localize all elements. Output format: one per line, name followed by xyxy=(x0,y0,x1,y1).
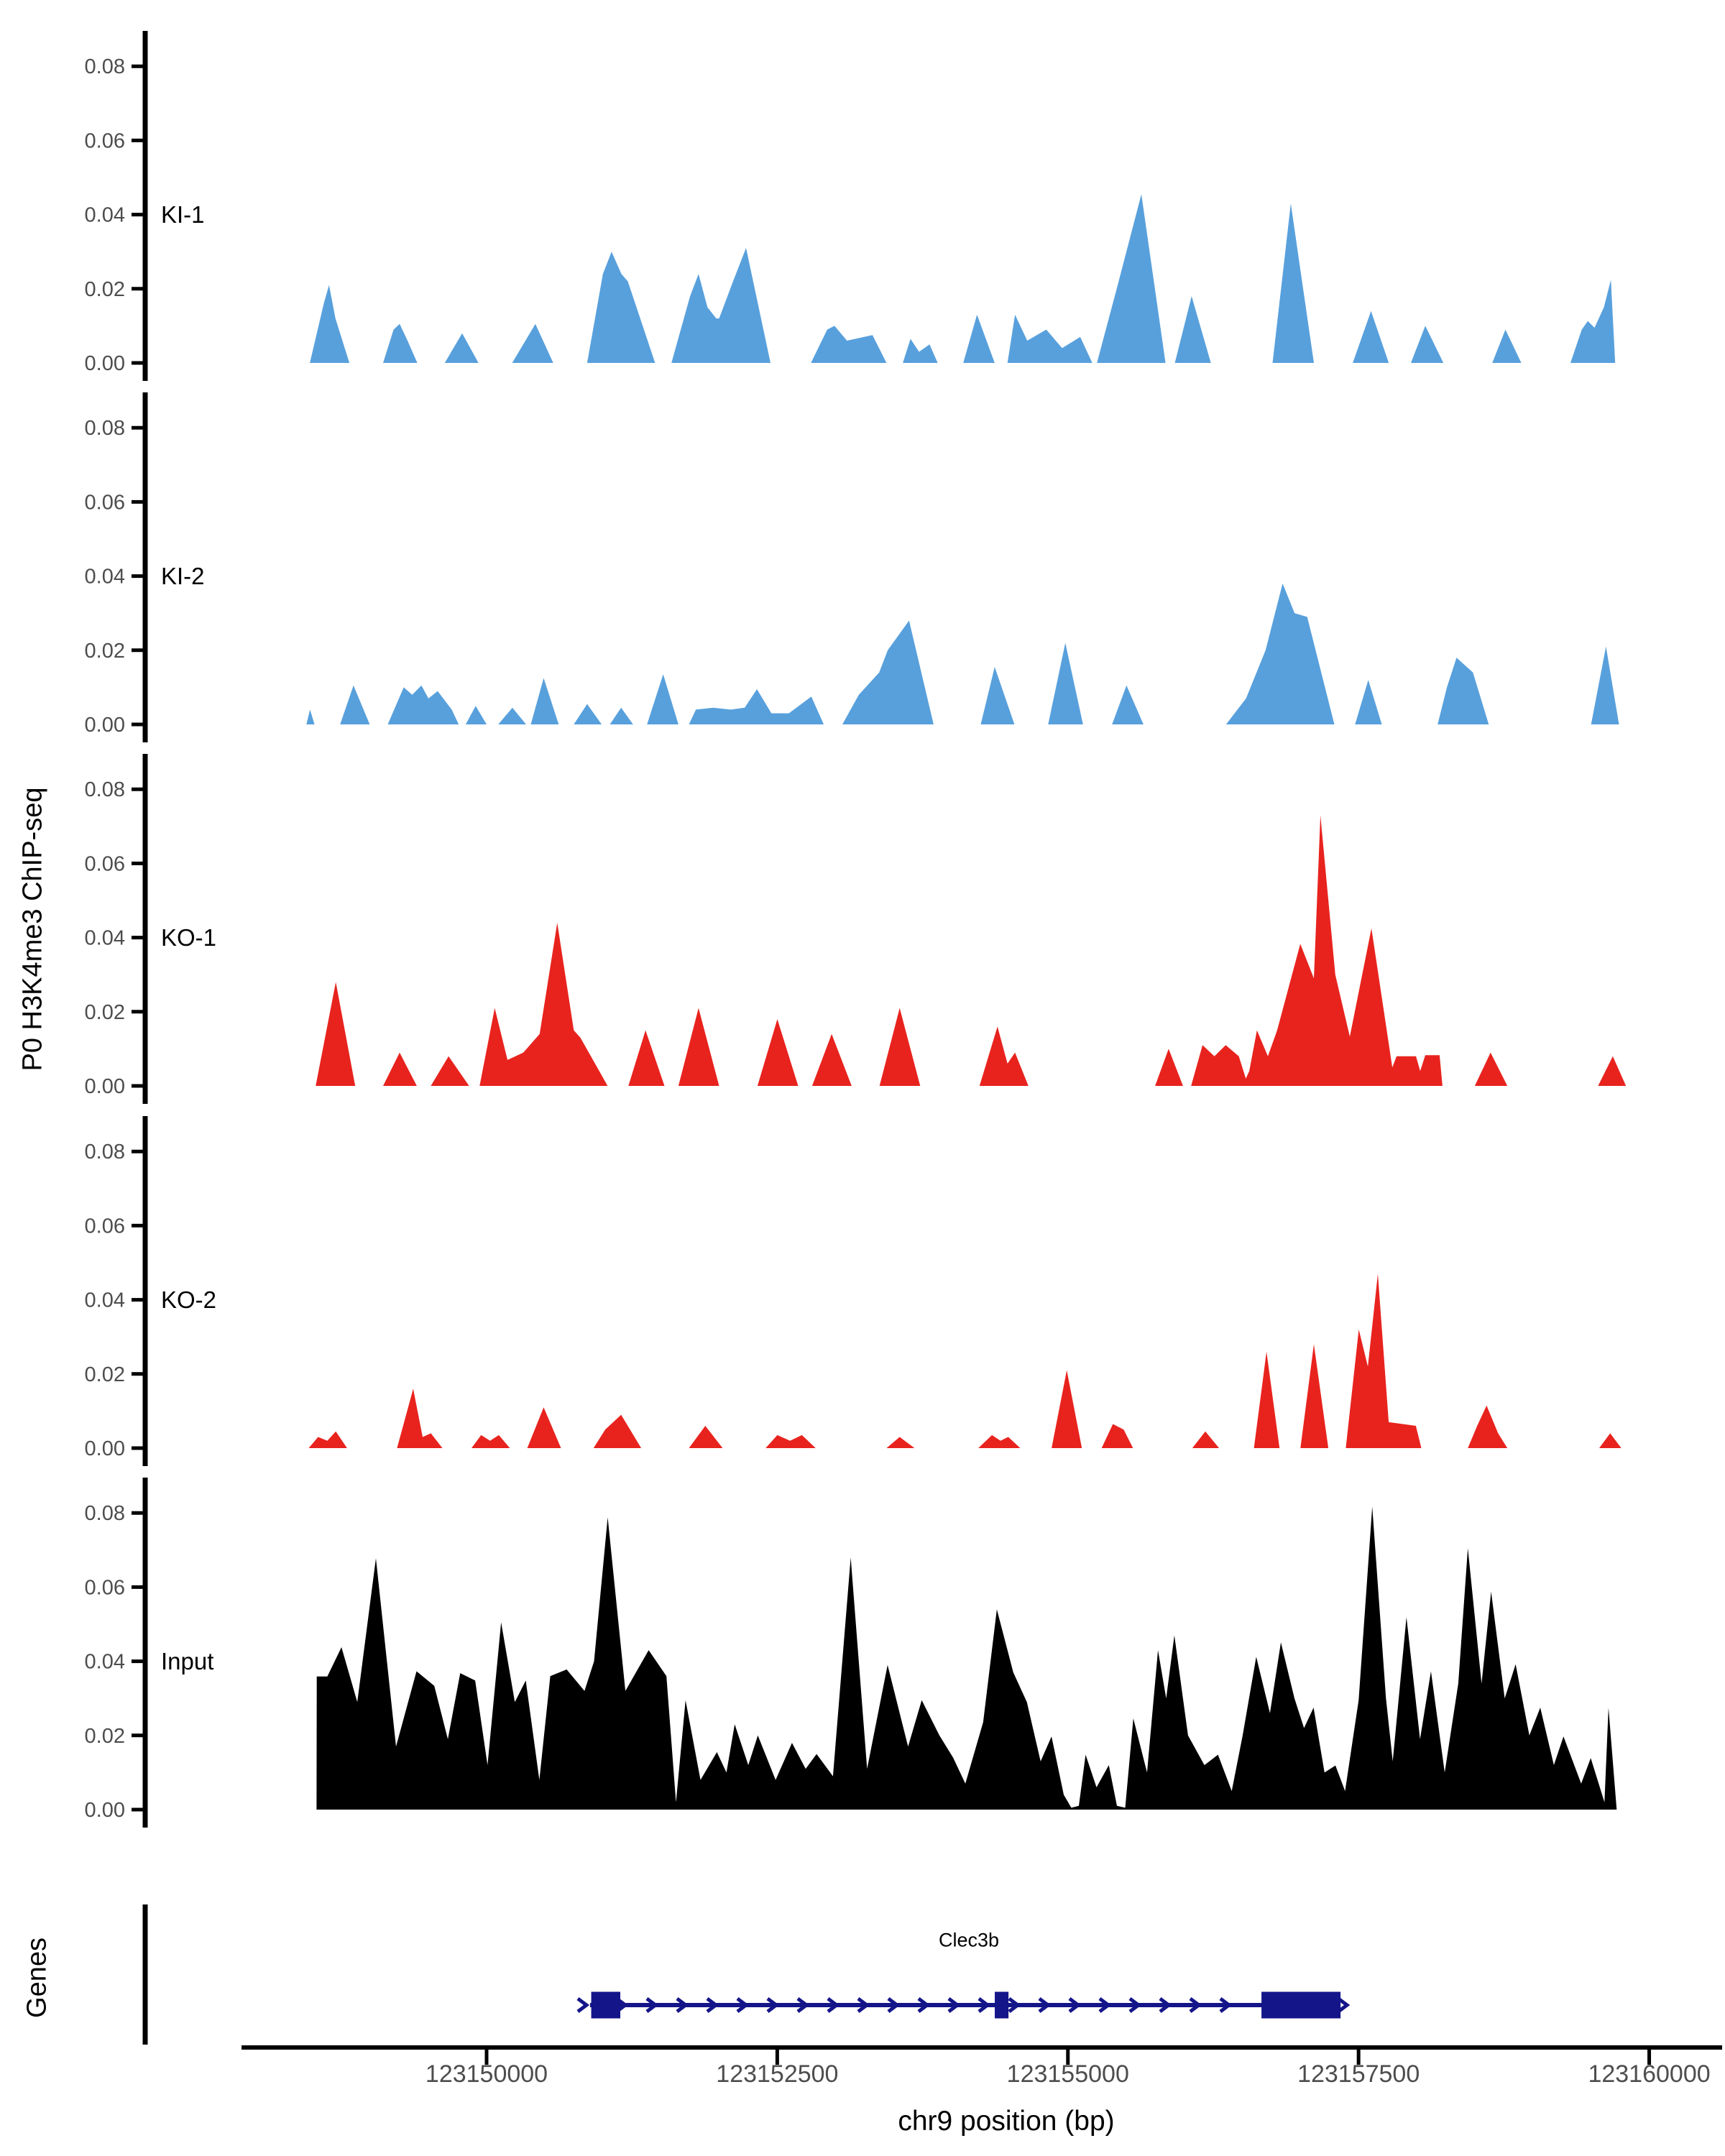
x-tick-label: 123155000 xyxy=(1006,2060,1129,2088)
track-Input xyxy=(85,1478,1617,1828)
y-tick-label-KI-2: 0.04 xyxy=(84,565,125,589)
y-tick-label-KO-1: 0.00 xyxy=(84,1075,125,1098)
gene-exon xyxy=(1261,1992,1340,2019)
track-label-KO-2: KO-2 xyxy=(161,1286,217,1313)
y-tick-label-KO-1: 0.08 xyxy=(84,778,125,802)
coverage-area-KI-2 xyxy=(306,584,1619,724)
x-axis-title: chr9 position (bp) xyxy=(898,2106,1115,2137)
y-tick-label-KI-1: 0.02 xyxy=(84,277,125,301)
y-tick-label-KI-1: 0.08 xyxy=(84,55,125,79)
coverage-area-KI-1 xyxy=(310,194,1615,363)
x-tick-label: 123157500 xyxy=(1297,2060,1420,2088)
track-label-Input: Input xyxy=(161,1648,214,1674)
track-KI-2 xyxy=(85,392,1619,742)
y-tick-label-Input: 0.06 xyxy=(84,1576,125,1600)
y-tick-label-KI-1: 0.04 xyxy=(84,203,125,227)
track-KO-2 xyxy=(85,1116,1622,1466)
track-KI-1 xyxy=(85,31,1616,381)
y-tick-label-Input: 0.02 xyxy=(84,1724,125,1748)
x-tick-label: 123152500 xyxy=(716,2060,839,2088)
y-tick-label-Input: 0.04 xyxy=(84,1650,125,1674)
coverage-area-Input xyxy=(316,1506,1616,1810)
y-tick-label-KO-2: 0.02 xyxy=(84,1363,125,1386)
y-tick-label-KI-2: 0.08 xyxy=(84,417,125,441)
gene-name-label: Clec3b xyxy=(938,1929,1000,1951)
x-tick-label: 123160000 xyxy=(1588,2060,1711,2088)
y-tick-label-KO-2: 0.04 xyxy=(84,1289,125,1312)
track-label-KI-2: KI-2 xyxy=(161,563,205,589)
y-axis-title: P0 H3K4me3 ChIP-seq xyxy=(17,787,48,1072)
strand-arrow-icon xyxy=(578,1999,586,2012)
coverage-area-KO-2 xyxy=(309,1274,1622,1449)
y-tick-label-KI-2: 0.02 xyxy=(84,639,125,663)
y-tick-label-KO-1: 0.06 xyxy=(84,852,125,876)
y-tick-label-KO-2: 0.00 xyxy=(84,1437,125,1460)
y-tick-label-KI-2: 0.06 xyxy=(84,491,125,515)
x-axis xyxy=(242,2047,1722,2088)
track-label-KI-1: KI-1 xyxy=(161,201,205,228)
y-tick-label-Input: 0.00 xyxy=(84,1799,125,1822)
coverage-area-KO-1 xyxy=(316,815,1626,1086)
track-KO-1 xyxy=(85,754,1627,1104)
y-tick-label-KI-2: 0.00 xyxy=(84,714,125,737)
y-tick-label-KO-1: 0.04 xyxy=(84,926,125,950)
y-tick-label-KI-1: 0.06 xyxy=(84,129,125,153)
track-label-KO-1: KO-1 xyxy=(161,924,217,951)
y-tick-label-Input: 0.08 xyxy=(84,1502,125,1526)
gene-exon xyxy=(995,1992,1008,2019)
x-tick-label: 123150000 xyxy=(425,2060,548,2088)
y-tick-label-KI-1: 0.00 xyxy=(84,352,125,375)
y-tick-label-KO-2: 0.08 xyxy=(84,1141,125,1164)
y-tick-label-KO-1: 0.02 xyxy=(84,1000,125,1024)
y-tick-label-KO-2: 0.06 xyxy=(84,1215,125,1238)
genes-panel xyxy=(145,1904,1347,2045)
gene-exon xyxy=(592,1992,620,2019)
genes-panel-title: Genes xyxy=(22,1938,52,2018)
